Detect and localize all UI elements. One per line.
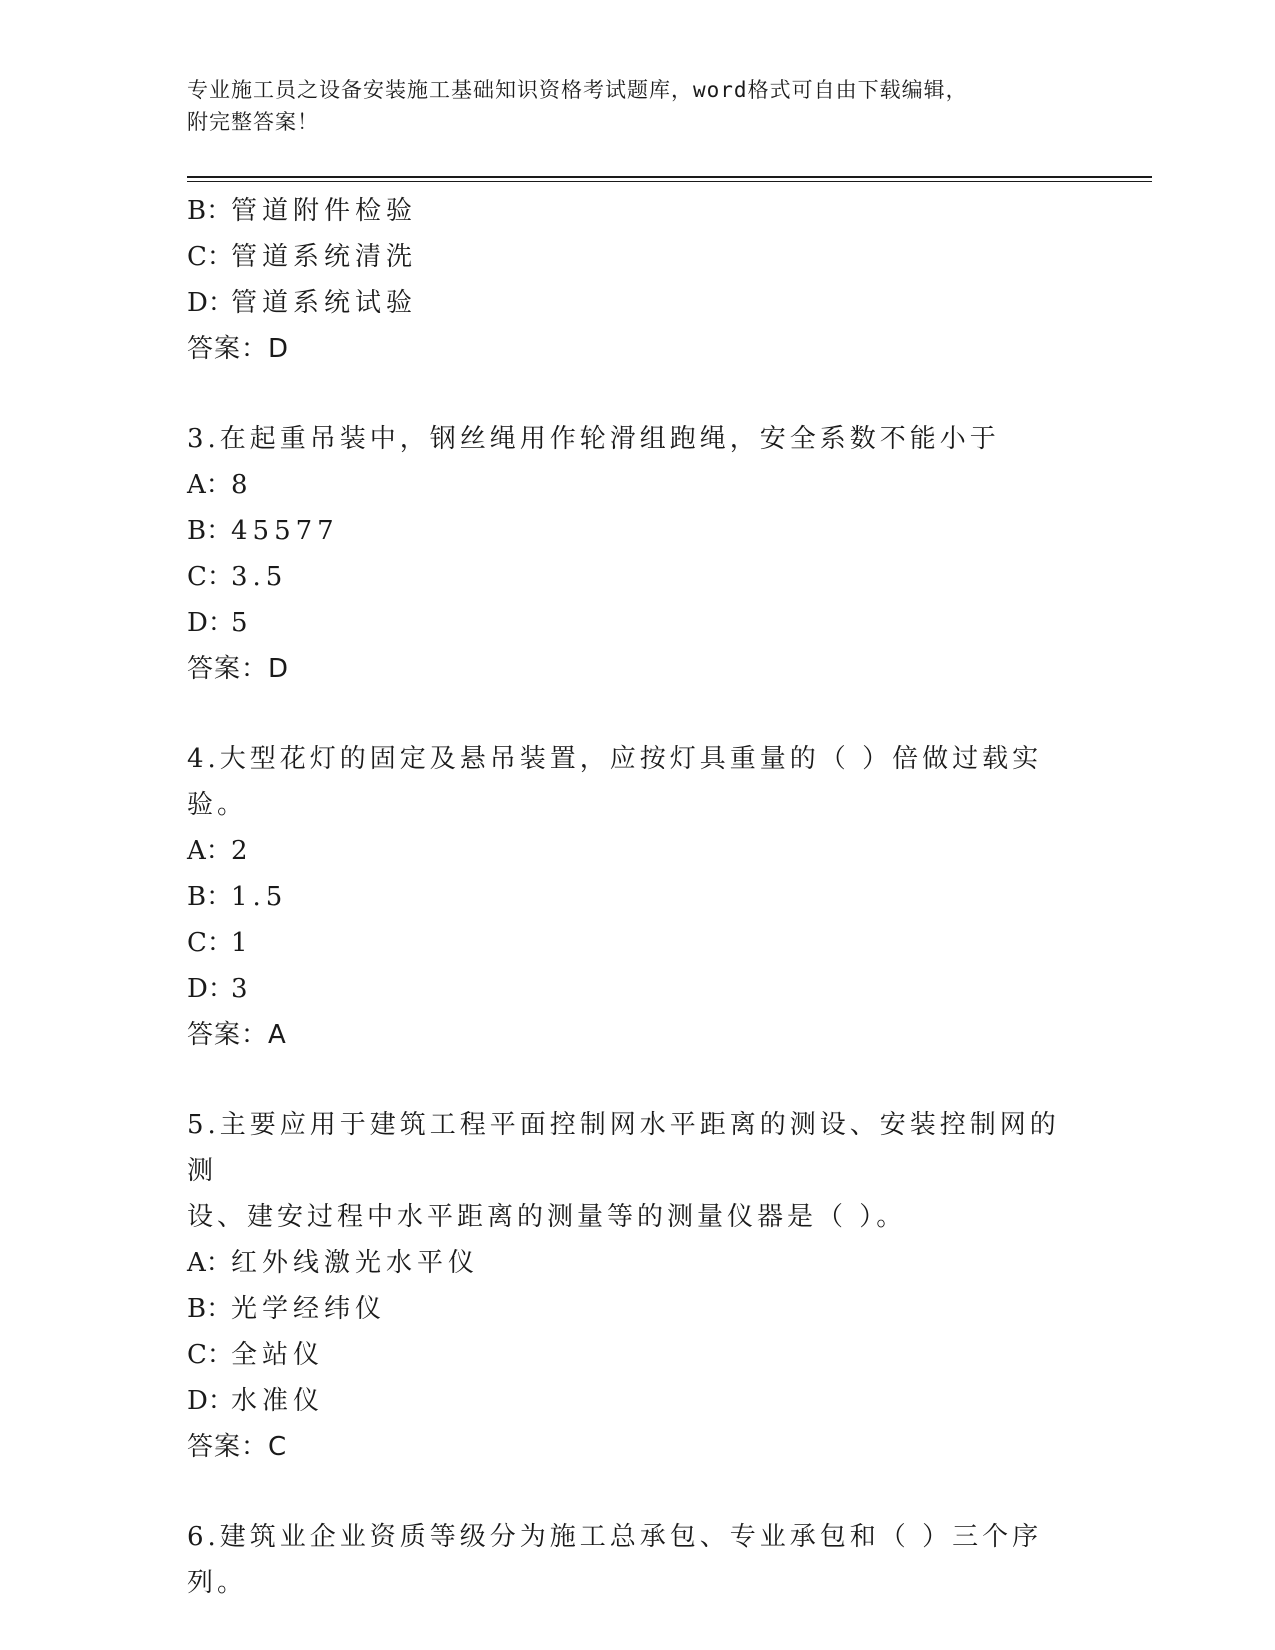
question-text-line-1: 5.主要应用于建筑工程平面控制网水平距离的测设、安装控制网的测	[187, 1110, 1060, 1186]
option-c	[187, 234, 1067, 280]
question-block	[187, 188, 1067, 372]
option-text: 5	[231, 608, 253, 638]
block-spacer	[187, 372, 1067, 416]
question-text: 6.建筑业企业资质等级分为施工总承包、专业承包和（ ）三个序列。	[187, 1522, 1043, 1598]
page-header	[187, 74, 1067, 138]
option-c	[187, 920, 1067, 966]
option-d	[187, 966, 1067, 1012]
option-letter: B：	[187, 882, 233, 912]
option-text: 3.5	[231, 562, 288, 592]
option-text: 管道系统清洗	[231, 242, 418, 272]
block-spacer	[187, 692, 1067, 736]
option-text: 3	[231, 974, 253, 1004]
option-b	[187, 508, 1067, 554]
question-block	[187, 736, 1067, 1058]
option-text: 水准仪	[231, 1386, 325, 1416]
option-letter: C：	[187, 1340, 233, 1370]
option-letter: C：	[187, 242, 233, 272]
option-d	[187, 280, 1067, 326]
option-text: 红外线激光水平仪	[231, 1248, 480, 1278]
option-text: 8	[231, 470, 253, 500]
option-letter: C：	[187, 928, 233, 958]
answer-line: 答案：D	[187, 654, 290, 684]
option-letter: B：	[187, 1294, 233, 1324]
option-text: 光学经纬仪	[231, 1294, 387, 1324]
option-letter: D：	[187, 974, 234, 1004]
option-text: 管道系统试验	[231, 288, 418, 318]
option-letter: C：	[187, 562, 233, 592]
question-list	[187, 188, 1067, 1606]
header-rule-thick	[187, 176, 1152, 178]
option-text: 45577	[231, 516, 339, 546]
question-text: 4.大型花灯的固定及悬吊装置，应按灯具重量的（ ）倍做过载实验。	[187, 744, 1043, 820]
option-text: 全站仪	[231, 1340, 325, 1370]
header-text-line-1: 专业施工员之设备安装施工基础知识资格考试题库，word格式可自由下载编辑，	[187, 78, 968, 102]
answer-line: 答案：C	[187, 1432, 288, 1462]
answer-line: 答案：A	[187, 1020, 287, 1050]
option-letter: D：	[187, 608, 234, 638]
option-text: 管道附件检验	[231, 196, 418, 226]
question-block	[187, 1514, 1067, 1606]
option-a	[187, 828, 1067, 874]
question-block	[187, 416, 1067, 692]
option-b	[187, 1286, 1067, 1332]
option-letter: A：	[187, 1248, 232, 1278]
option-a	[187, 1240, 1067, 1286]
header-text-line-2: 附完整答案！	[187, 110, 319, 134]
option-letter: D：	[187, 288, 234, 318]
option-text: 2	[231, 836, 253, 866]
option-b	[187, 188, 1067, 234]
option-text: 1.5	[231, 882, 288, 912]
option-a	[187, 462, 1067, 508]
question-block	[187, 1102, 1067, 1470]
option-letter: D：	[187, 1386, 234, 1416]
option-letter: A：	[187, 836, 232, 866]
block-spacer	[187, 1470, 1067, 1514]
option-b	[187, 874, 1067, 920]
answer-line: 答案：D	[187, 334, 290, 364]
option-letter: B：	[187, 196, 233, 226]
question-text: 3.在起重吊装中，钢丝绳用作轮滑组跑绳，安全系数不能小于	[187, 424, 1000, 454]
option-d	[187, 1378, 1067, 1424]
block-spacer	[187, 1058, 1067, 1102]
option-d	[187, 600, 1067, 646]
option-c	[187, 554, 1067, 600]
option-text: 1	[231, 928, 253, 958]
option-c	[187, 1332, 1067, 1378]
header-rule-thin	[187, 181, 1152, 182]
question-text-line-2: 设、建安过程中水平距离的测量等的测量仪器是（ ）。	[187, 1202, 907, 1232]
option-letter: B：	[187, 516, 233, 546]
option-letter: A：	[187, 470, 232, 500]
